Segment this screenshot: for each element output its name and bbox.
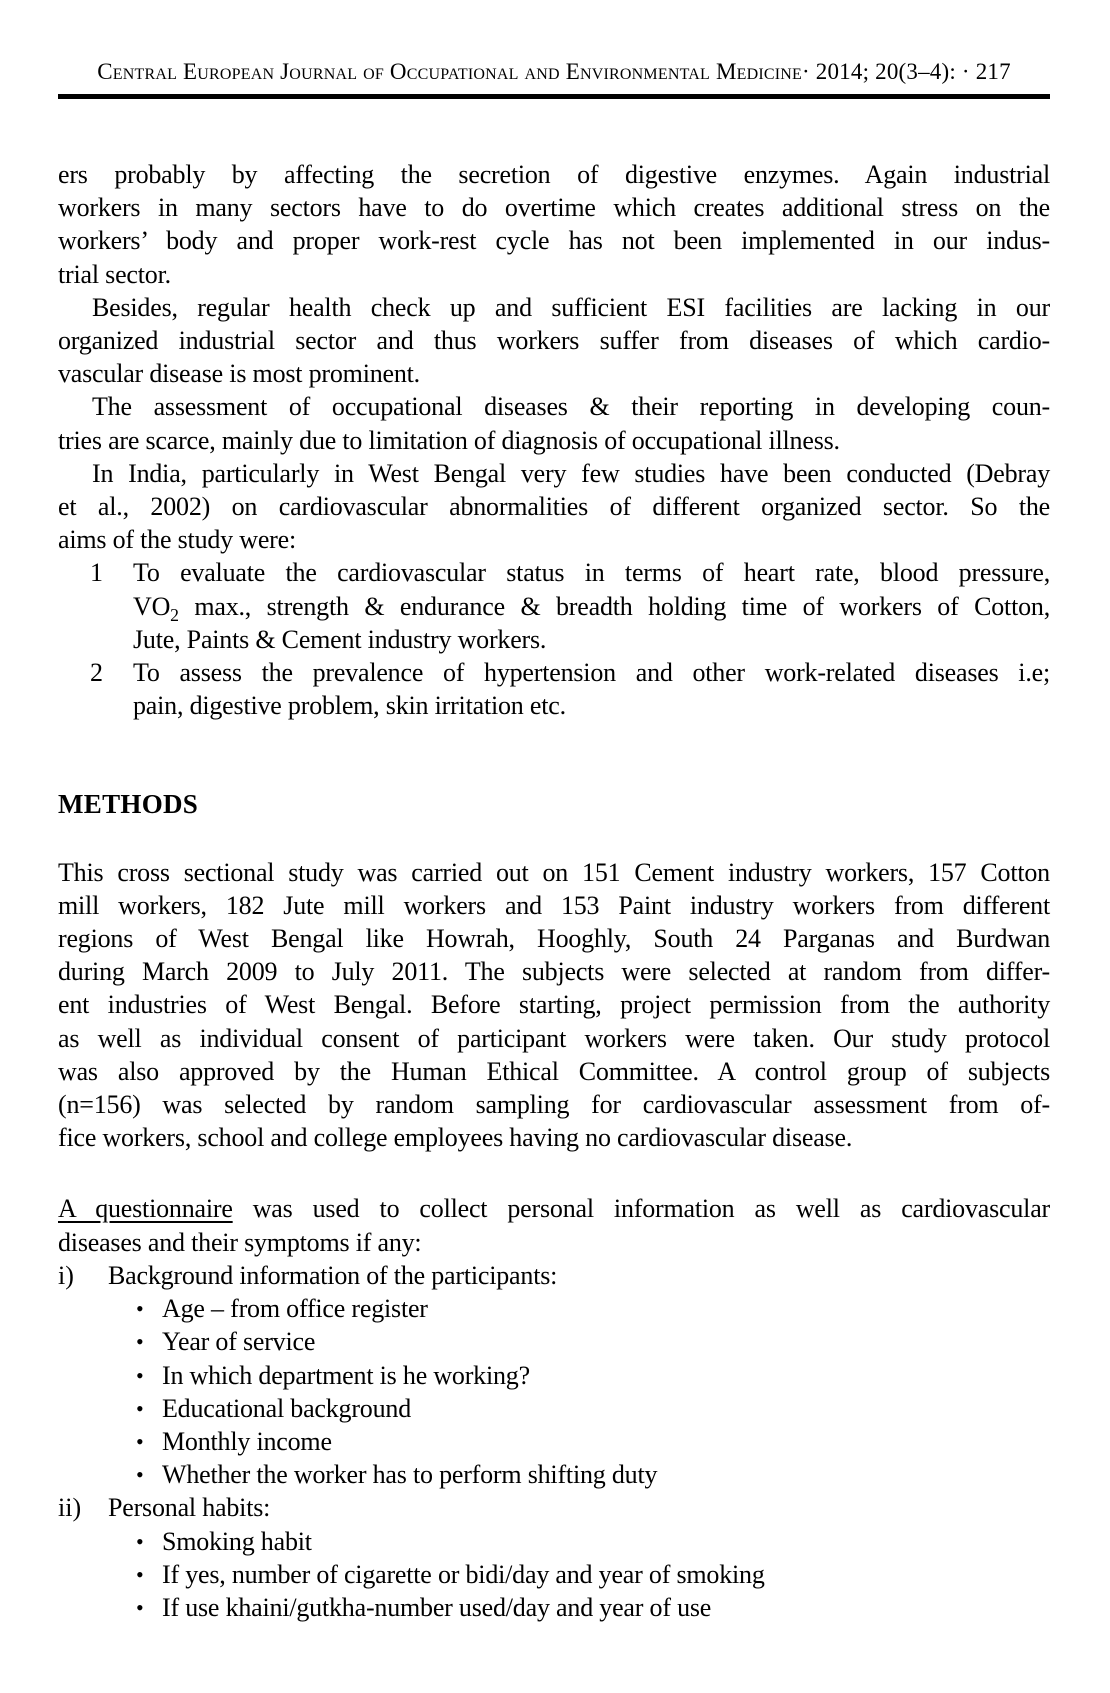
section-heading: METHODS bbox=[58, 789, 199, 820]
text-line: ers probably by affecting the secretion of digestive enzymes. Again industrial bbox=[58, 160, 1050, 189]
bullet-icon: • bbox=[136, 1528, 144, 1554]
text-line: fice workers, school and college employees having no cardiovascular disease. bbox=[58, 1123, 853, 1153]
bullet-icon: • bbox=[136, 1296, 144, 1322]
bullet-list-item bbox=[58, 1292, 1050, 1325]
text-line: Monthly income bbox=[162, 1426, 332, 1456]
roman-list-item bbox=[58, 1259, 1050, 1292]
text-line: In which department is he working? bbox=[162, 1360, 530, 1390]
paragraph bbox=[58, 291, 1050, 391]
text-line: organized industrial sector and thus workers suffer from diseases of which cardio- bbox=[58, 326, 1050, 356]
bullet-icon: • bbox=[136, 1428, 144, 1454]
list-number: 1 bbox=[90, 558, 103, 588]
text-line: Jute, Paints & Cement industry workers. bbox=[133, 624, 547, 654]
text-line: A questionnaire was used to collect personal information as well as cardiovascular bbox=[58, 1194, 1050, 1224]
text-line: mill workers, 182 Jute mill workers and 153 Paint industry workers from different bbox=[58, 890, 1050, 920]
text-line: To evaluate the cardiovascular status in terms of heart rate, blood pressure, bbox=[133, 558, 1050, 588]
text-line: Age – from office register bbox=[162, 1294, 428, 1324]
text-line: Whether the worker has to perform shifting duty bbox=[162, 1460, 658, 1490]
bullet-list-item bbox=[58, 1425, 1050, 1458]
text-line: This cross sectional study was carried out on 151 Cement industry workers, 157 Cotton bbox=[58, 857, 1050, 887]
journal-title-and-page-number: Central European Journal of Occupational and Environmental Medicine· 2014; 20(3–4): · 217 bbox=[97, 59, 1011, 84]
text-line: (n=156) was selected by random sampling for cardiovascular assessment from of- bbox=[58, 1090, 1050, 1120]
bullet-icon: • bbox=[136, 1561, 144, 1587]
text-line: ent industries of West Bengal. Before starting, project permission from the authority bbox=[58, 990, 1050, 1020]
page-content-area bbox=[58, 0, 1050, 1624]
bullet-icon: • bbox=[136, 1329, 144, 1355]
subscript-text: 2 bbox=[170, 604, 179, 625]
bullet-icon: • bbox=[136, 1395, 144, 1421]
numbered-list-item bbox=[58, 656, 1050, 722]
page-body bbox=[58, 158, 1050, 1624]
text-line: aims of the study were: bbox=[58, 525, 297, 555]
text-line: If use khaini/gutkha-number used/day and year of use bbox=[162, 1592, 712, 1622]
text-line: during March 2009 to July 2011. The subjects were selected at random from differ- bbox=[58, 957, 1050, 987]
bullet-list-item bbox=[58, 1458, 1050, 1491]
text-line: workers’ body and proper work-rest cycle has not been implemented in our indus- bbox=[58, 226, 1050, 256]
numbered-list-item bbox=[58, 556, 1050, 656]
text-line: The assessment of occupational diseases & their reporting in developing coun- bbox=[92, 392, 1050, 422]
text-line: $VO_2$ max., strength & endurance & breadth holding time of workers of Cotton, bbox=[133, 591, 1050, 625]
bullet-icon: • bbox=[136, 1362, 144, 1388]
paragraph bbox=[58, 390, 1050, 456]
paragraph bbox=[58, 457, 1050, 557]
text-line: workers in many sectors have to do overtime which creates additional stress on the bbox=[58, 193, 1050, 223]
text-line: Year of service bbox=[162, 1327, 316, 1357]
text-line: trial sector. bbox=[58, 259, 171, 289]
bullet-list-item bbox=[58, 1591, 1050, 1624]
roman-list-item bbox=[58, 1491, 1050, 1524]
running-head bbox=[58, 0, 1050, 99]
bullet-list-item bbox=[58, 1359, 1050, 1392]
header-rule bbox=[58, 94, 1050, 99]
bullet-list-item bbox=[58, 1525, 1050, 1558]
underlined-text: A questionnaire bbox=[58, 1194, 233, 1224]
text-line: Smoking habit bbox=[162, 1526, 312, 1556]
text-line: In India, particularly in West Bengal very few studies have been conducted (Debray bbox=[92, 458, 1050, 488]
paragraph bbox=[58, 158, 1050, 291]
roman-numeral-marker: i) bbox=[58, 1260, 74, 1290]
text-line: vascular disease is most prominent. bbox=[58, 359, 420, 389]
text-line: et al., 2002) on cardiovascular abnormalities of different organized sector. So the bbox=[58, 492, 1050, 522]
text-line: Personal habits: bbox=[108, 1493, 271, 1523]
roman-numeral-marker: ii) bbox=[58, 1493, 82, 1523]
text-line: To assess the prevalence of hypertension and other work-related diseases i.e; bbox=[133, 658, 1050, 688]
text-line: pain, digestive problem, skin irritation etc. bbox=[133, 691, 566, 721]
bullet-list-item bbox=[58, 1558, 1050, 1591]
bullet-icon: • bbox=[136, 1594, 144, 1620]
list-number: 2 bbox=[90, 658, 103, 688]
paragraph bbox=[58, 856, 1050, 1155]
text-line: Background information of the participants: bbox=[108, 1260, 558, 1290]
bullet-icon: • bbox=[136, 1462, 144, 1488]
text-line: If yes, number of cigarette or bidi/day and year of smoking bbox=[162, 1559, 765, 1589]
paragraph bbox=[58, 1192, 1050, 1258]
text-line: regions of West Bengal like Howrah, Hooghly, South 24 Parganas and Burdwan bbox=[58, 924, 1050, 954]
bullet-list-item bbox=[58, 1325, 1050, 1358]
text-line: as well as individual consent of participant workers were taken. Our study protocol bbox=[58, 1023, 1050, 1053]
text-line: was also approved by the Human Ethical Committee. A control group of subjects bbox=[58, 1056, 1050, 1086]
text-line: Besides, regular health check up and sufficient ESI facilities are lacking in our bbox=[92, 292, 1050, 322]
text-line: diseases and their symptoms if any: bbox=[58, 1227, 422, 1257]
text-line: tries are scarce, mainly due to limitation of diagnosis of occupational illness. bbox=[58, 425, 840, 455]
text-line: Educational background bbox=[162, 1393, 412, 1423]
bullet-list-item bbox=[58, 1392, 1050, 1425]
